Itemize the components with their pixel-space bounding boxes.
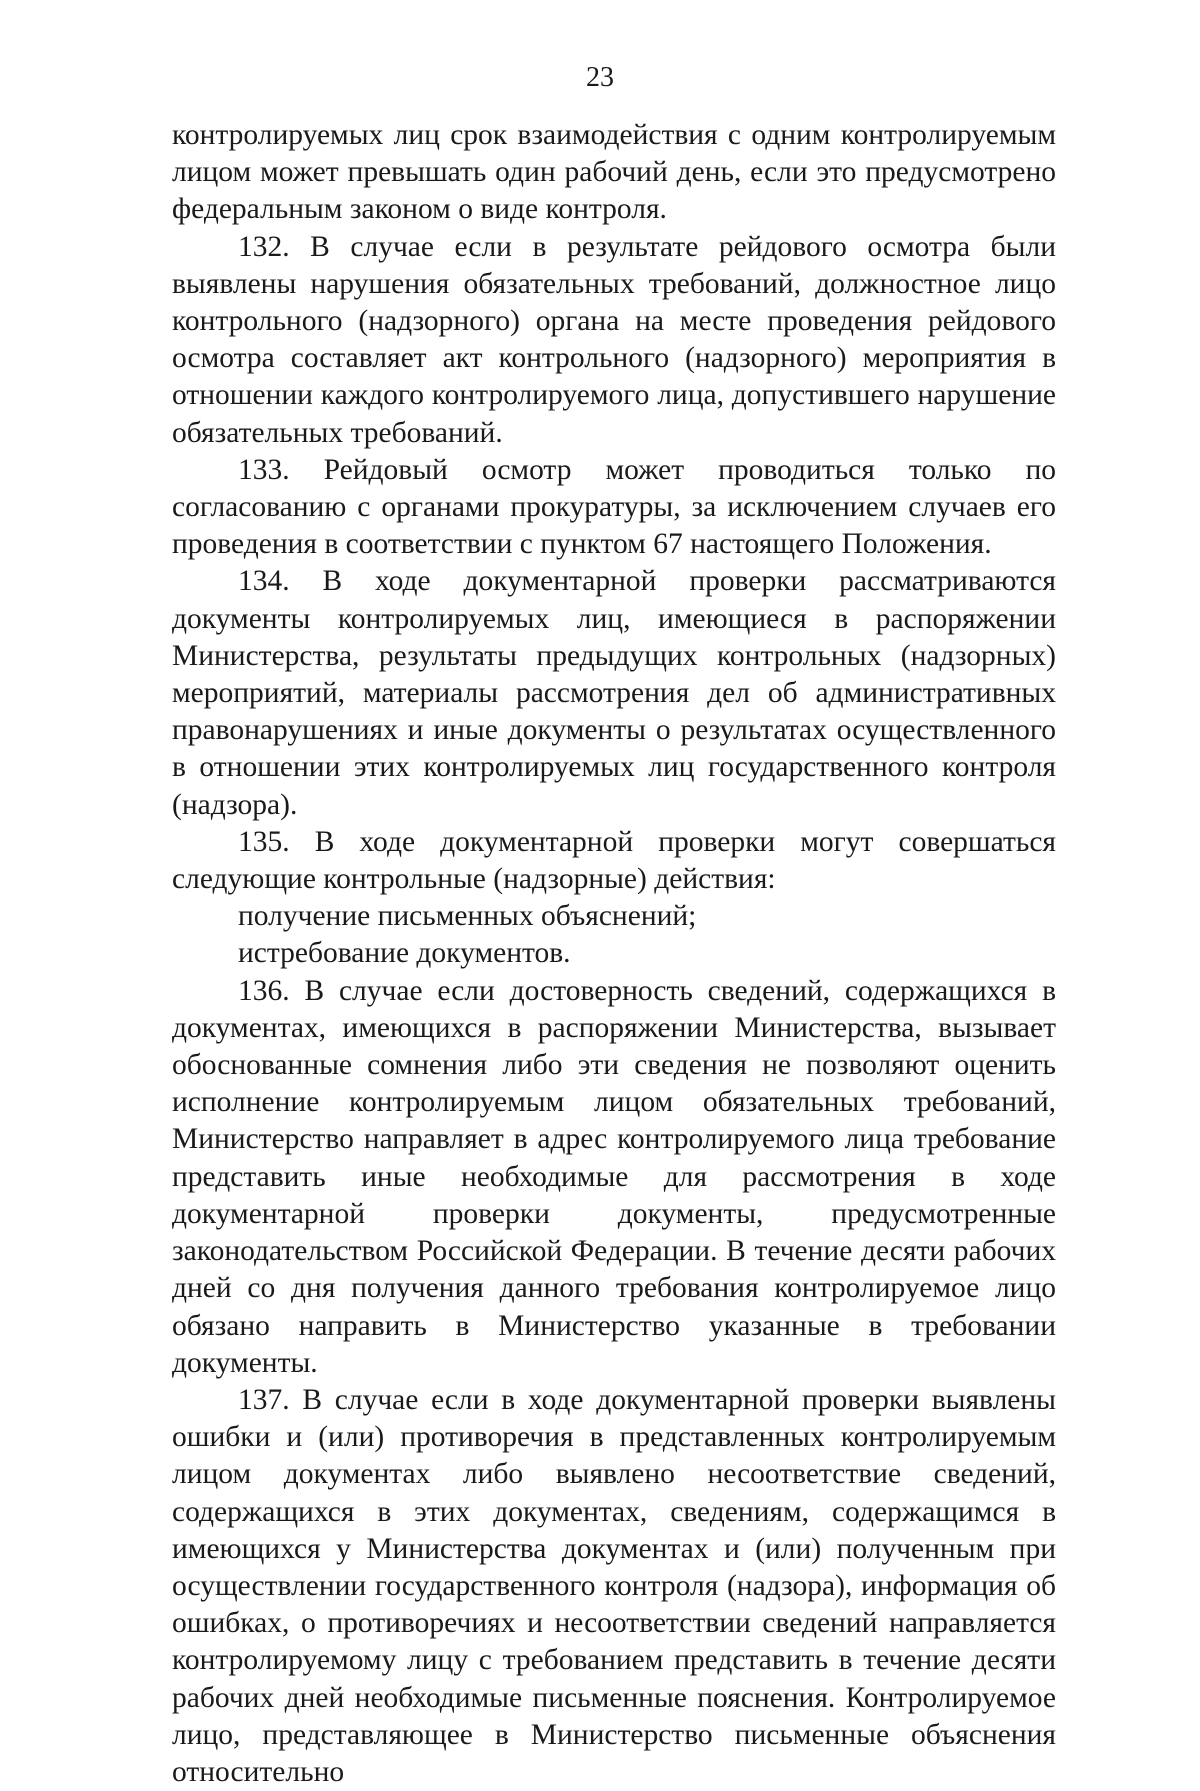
paragraph-137: 137. В случае если в ходе документарной проверки выявлены ошибки и (или) противоречия в представленных контролируемым лицом документах либо выявлено несоответствие сведений, содержащихся в этих документах, сведениям, содержащимся в имеющихся у Министерства документах и (или) полученным при осуществлении государственного контроля (надзора), информация об ошибках, о противоречиях и несоответствии сведений направляется контролируемому лицу с требованием представить в течение десяти рабочих дней необходимые письменные пояснения. Контролируемое лицо, представляющее в Министерство письменные объяснения относительно <box>172 1383 1056 1788</box>
paragraph-135: 135. В ходе документарной проверки могут совершаться следующие контрольные (надзорные) действия: <box>172 825 1056 896</box>
list-item-documents: истребование документов. <box>238 937 571 970</box>
paragraph-133: 133. Рейдовый осмотр может проводиться только по согласованию с органами прокуратуры, за исключением случаев его проведения в соответствии с пунктом 67 настоящего Положения. <box>172 453 1056 561</box>
paragraph-136: 136. В случае если достоверность сведений, содержащихся в документах, имеющихся в распоряжении Министерства, вызывает обоснованные сомнения либо эти сведения не позволяют оценить исполнение контролируемым лицом обязательных требований, Министерство направляет в адрес контролируемого лица требование представить иные необходимые для рассмотрения в ходе документарной проверки документы, предусмотренные законодательством Российской Федерации. В течение десяти рабочих дней со дня получения данного требования контролируемое лицо обязано направить в Министерство указанные в требовании документы. <box>172 974 1056 1379</box>
list-item-explanations: получение письменных объяснений; <box>238 900 697 933</box>
paragraph-continuation: контролируемых лиц срок взаимодействия с одним контролируемым лицом может превышать один рабочий день, если это предусмотрено федеральным законом о виде контроля. <box>172 119 1056 226</box>
paragraph-134: 134. В ходе документарной проверки рассматриваются документы контролируемых лиц, имеющиеся в распоряжении Министерства, результаты предыдущих контрольных (надзорных) мероприятий, материалы рассмотрения дел об административных правонарушениях и иные документы о результатах осуществленного в отношении этих контролируемых лиц государственного контроля (надзора). <box>172 565 1056 821</box>
paragraph-132: 132. В случае если в результате рейдового осмотра были выявлены нарушения обязательных требований, должностное лицо контрольного (надзорного) органа на месте проведения рейдового осмотра составляет акт контрольного (надзорного) мероприятия в отношении каждого контролируемого лица, допустившего нарушение обязательных требований. <box>172 230 1056 449</box>
document-body <box>172 117 1056 1791</box>
page-number: 23 <box>586 62 614 93</box>
